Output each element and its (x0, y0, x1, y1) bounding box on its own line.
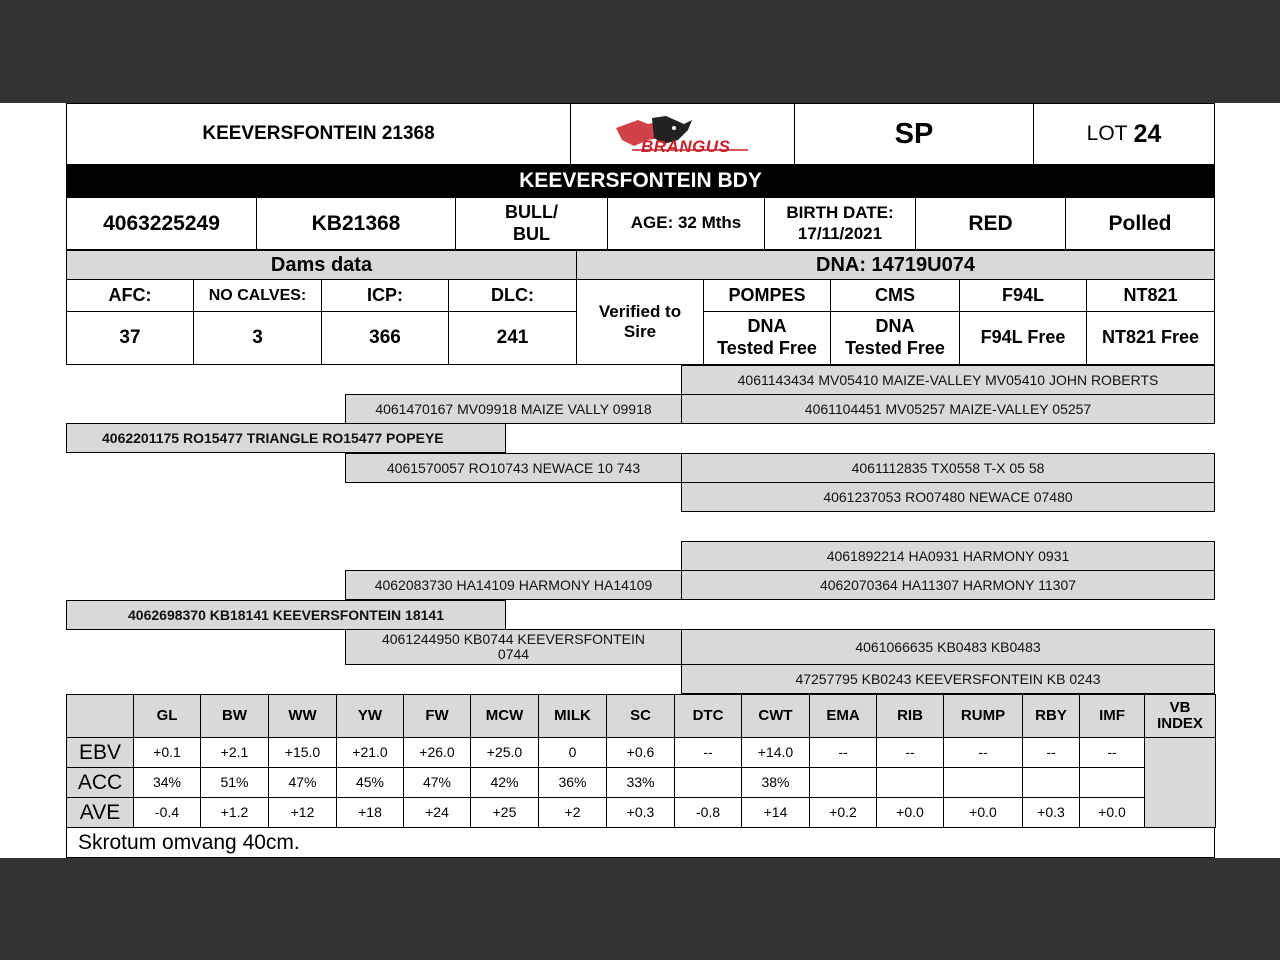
remark: Skrotum omvang 40cm. (66, 827, 1215, 858)
ebv-col-header-rump: RUMP (943, 694, 1023, 738)
ebv-col-header-ww: WW (268, 694, 337, 738)
ebv-cell: +2.1 (200, 737, 269, 768)
dna-result-nt821: NT821 Free (1086, 311, 1215, 365)
ped-sire-sire-sire: 4061143434 MV05410 MAIZE-VALLEY MV05410 JOHN ROBERTS (681, 365, 1215, 395)
birth-label: BIRTH DATE: (786, 203, 894, 223)
ebv-cell: +0.2 (809, 797, 877, 828)
ebv-cell: 47% (403, 767, 471, 798)
ped-dam: 4062698370 KB18141 KEEVERSFONTEIN 18141 (66, 600, 506, 630)
ebv-cell: -0.8 (674, 797, 742, 828)
sex-line1: BULL/ (505, 201, 558, 222)
dams-title: Dams data (66, 250, 577, 280)
ebv-col-header-imf: IMF (1079, 694, 1145, 738)
ebv-col-header-bw: BW (200, 694, 269, 738)
ebv-cell: -- (1079, 737, 1145, 768)
vb-index-value (1144, 737, 1216, 828)
sex (455, 197, 608, 250)
ped-dam-dam: 4061244950 KB0744 KEEVERSFONTEIN 0744 (345, 629, 682, 665)
birth-value: 17/11/2021 (797, 223, 883, 243)
dna-test-name-pompes: POMPES (703, 279, 831, 312)
dna-result-line1: DNA (747, 316, 787, 337)
sire-banner: KEEVERSFONTEIN BDY (66, 165, 1215, 197)
dna-test-name-f94l: F94L (959, 279, 1087, 312)
ped-sire-dam-dam: 4061237053 RO07480 NEWACE 07480 (681, 482, 1215, 512)
ebv-cell: -- (943, 737, 1023, 768)
dna-title: DNA: 14719U074 (576, 250, 1215, 280)
ebv-col-header-mcw: MCW (470, 694, 539, 738)
ped-sire-sire-dam: 4061104451 MV05257 MAIZE-VALLEY 05257 (681, 394, 1215, 424)
vb-index-header (1144, 694, 1216, 738)
ebv-col-header-dtc: DTC (674, 694, 742, 738)
ped-dam-dam-sire: 4061066635 KB0483 KB0483 (681, 629, 1215, 665)
dna-test-name-cms: CMS (830, 279, 960, 312)
ebv-cell (674, 767, 742, 798)
ebv-col-header-yw: YW (336, 694, 404, 738)
ebv-cell: +12 (268, 797, 337, 828)
ebv-cell: +21.0 (336, 737, 404, 768)
sale-code: SP (794, 103, 1034, 165)
ebv-cell: 42% (470, 767, 539, 798)
ebv-cell: 33% (606, 767, 675, 798)
ped-dam-dam-dam: 47257795 KB0243 KEEVERSFONTEIN KB 0243 (681, 664, 1215, 694)
logo-text: BRANGUS (641, 137, 731, 156)
ped-sire-dam-sire: 4061112835 TX0558 T-X 05 58 (681, 453, 1215, 483)
ebv-cell (1079, 767, 1145, 798)
ebv-cell: +0.3 (606, 797, 675, 828)
ped-sire-sire: 4061470167 MV09918 MAIZE VALLY 09918 (345, 394, 682, 424)
ebv-cell: -- (809, 737, 877, 768)
calves-value: 3 (193, 311, 322, 365)
age: AGE: 32 Mths (607, 197, 765, 250)
verified-line1: Verified to (598, 301, 682, 321)
dna-result-f94l: F94L Free (959, 311, 1087, 365)
ident-number: KB21368 (256, 197, 456, 250)
ebv-row-label-ave: AVE (66, 797, 134, 828)
ebv-cell: -0.4 (133, 797, 201, 828)
icp-label: ICP: (321, 279, 449, 312)
ebv-cell: -- (1022, 737, 1080, 768)
ebv-cell: +14.0 (741, 737, 810, 768)
ebv-cell: +0.0 (1079, 797, 1145, 828)
sex-line2: BUL (513, 223, 550, 244)
ebv-col-header-ema: EMA (809, 694, 877, 738)
ebv-col-header-rby: RBY (1022, 694, 1080, 738)
dna-result-line2: Tested Free (717, 338, 817, 358)
birth-date (764, 197, 916, 250)
ebv-cell: +15.0 (268, 737, 337, 768)
ebv-corner (66, 694, 134, 738)
ped-sire-dam: 4061570057 RO10743 NEWACE 10 743 (345, 453, 682, 483)
dlc-label: DLC: (448, 279, 577, 312)
ebv-cell: +0.1 (133, 737, 201, 768)
ebv-cell: +14 (741, 797, 810, 828)
ebv-cell: +0.3 (1022, 797, 1080, 828)
ebv-cell: +25.0 (470, 737, 539, 768)
lot-number: 24 (1133, 120, 1162, 148)
ebv-cell: -- (674, 737, 742, 768)
ebv-row-label-acc: ACC (66, 767, 134, 798)
dna-result-line2: Tested Free (845, 338, 945, 358)
ebv-cell (809, 767, 877, 798)
verified-line2: Sire (623, 322, 657, 341)
ped-dam-sire-sire: 4061892214 HA0931 HARMONY 0931 (681, 541, 1215, 571)
verified-to-sire (576, 279, 704, 365)
ebv-cell: 34% (133, 767, 201, 798)
ebv-cell: +0.0 (943, 797, 1023, 828)
ebv-cell (1022, 767, 1080, 798)
vb-index-line2: INDEX (1157, 715, 1203, 732)
dna-result-line1: DNA (875, 316, 915, 337)
lot-box (1033, 103, 1215, 165)
vb-index-line1: VB (1169, 698, 1191, 716)
ebv-row-label-ebv: EBV (66, 737, 134, 768)
afc-label: AFC: (66, 279, 194, 312)
ebv-cell: +18 (336, 797, 404, 828)
ebv-cell: +0.0 (876, 797, 944, 828)
dna-result-cms (830, 311, 960, 365)
ebv-cell: 36% (538, 767, 607, 798)
ebv-cell: +26.0 (403, 737, 471, 768)
lot-label: LOT (1086, 122, 1128, 146)
icp-value: 366 (321, 311, 449, 365)
ebv-col-header-sc: SC (606, 694, 675, 738)
ebv-cell: -- (876, 737, 944, 768)
dna-result-pompes (703, 311, 831, 365)
ebv-cell (943, 767, 1023, 798)
ped-sire: 4062201175 RO15477 TRIANGLE RO15477 POPEYE (66, 423, 506, 453)
horn-status: Polled (1065, 197, 1215, 250)
dlc-value: 241 (448, 311, 577, 365)
calves-label: NO CALVES: (193, 279, 322, 312)
ebv-cell: 38% (741, 767, 810, 798)
colour: RED (915, 197, 1066, 250)
reg-number: 4063225249 (66, 197, 257, 250)
ebv-col-header-cwt: CWT (741, 694, 810, 738)
animal-name: KEEVERSFONTEIN 21368 (66, 103, 571, 165)
ped-dam-sire: 4062083730 HA14109 HARMONY HA14109 (345, 570, 682, 600)
ebv-col-header-milk: MILK (538, 694, 607, 738)
ebv-col-header-fw: FW (403, 694, 471, 738)
ebv-cell: +25 (470, 797, 539, 828)
ebv-cell: +1.2 (200, 797, 269, 828)
brangus-logo (570, 103, 795, 165)
ebv-cell: +24 (403, 797, 471, 828)
ebv-col-header-rib: RIB (876, 694, 944, 738)
ebv-cell: +0.6 (606, 737, 675, 768)
afc-value: 37 (66, 311, 194, 365)
ebv-cell: 47% (268, 767, 337, 798)
ebv-cell: 51% (200, 767, 269, 798)
ebv-col-header-gl: GL (133, 694, 201, 738)
dna-test-name-nt821: NT821 (1086, 279, 1215, 312)
ebv-cell: 0 (538, 737, 607, 768)
ebv-cell: +2 (538, 797, 607, 828)
ebv-cell (876, 767, 944, 798)
ebv-cell: 45% (336, 767, 404, 798)
ped-dam-sire-dam: 4062070364 HA11307 HARMONY 11307 (681, 570, 1215, 600)
catalog-sheet (0, 103, 1280, 858)
